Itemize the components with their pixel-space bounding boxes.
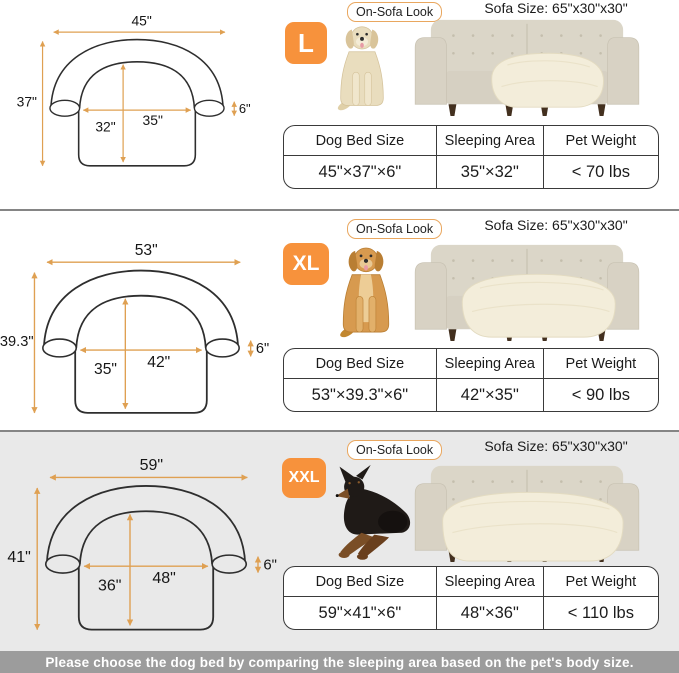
dim-total-height: 41" [7, 549, 31, 566]
dim-thickness: 6" [238, 100, 251, 116]
labrador-dog-image [334, 24, 390, 112]
bed-dimension-diagram-l [12, 8, 262, 189]
dim-sleep-height: 36" [98, 577, 122, 595]
col-header-pet-weight: Pet Weight [543, 349, 658, 378]
col-header-bed-size: Dog Bed Size [315, 355, 405, 372]
spec-table-xl [283, 348, 659, 412]
size-badge-l: L [285, 22, 327, 64]
spec-table-l [283, 125, 659, 189]
dim-total-width: 45" [131, 12, 152, 29]
dim-sleep-width: 42" [147, 353, 171, 371]
size-badge-xl: XL [283, 243, 329, 285]
dim-total-width: 59" [139, 457, 164, 475]
sofa-size-text: Sofa Size: 65"x30"x30" [484, 217, 628, 233]
on-sofa-look-label: On-Sofa Look [347, 219, 442, 239]
value-sleeping-area: 48"×36" [436, 596, 543, 629]
bed-dimension-diagram-xxl [2, 450, 290, 656]
size-badge-xxl: XXL [282, 458, 326, 498]
sofa-with-bed-xxl [408, 460, 646, 563]
size-row-xxl [0, 432, 679, 651]
on-sofa-look-label: On-Sofa Look [347, 440, 442, 460]
value-pet-weight: < 70 lbs [543, 155, 658, 188]
bed-dimension-diagram-xl [0, 235, 282, 439]
sofa-size-text: Sofa Size: 65"x30"x30" [484, 438, 628, 454]
sofa-size-text: Sofa Size: 65"x30"x30" [484, 0, 628, 16]
col-header-sleeping-area: Sleeping Area [436, 567, 543, 596]
on-sofa-look-label: On-Sofa Look [347, 2, 442, 22]
value-pet-weight: < 110 lbs [543, 596, 658, 629]
size-row-xl [0, 211, 679, 432]
col-header-pet-weight: Pet Weight [543, 567, 658, 596]
value-sleeping-area: 42"×35" [436, 378, 543, 411]
dim-thickness: 6" [255, 341, 270, 358]
col-header-sleeping-area: Sleeping Area [436, 349, 543, 378]
value-bed-size: 53"×39.3"×6" [284, 378, 436, 411]
col-header-pet-weight: Pet Weight [543, 126, 658, 155]
dim-sleep-width: 48" [152, 570, 176, 588]
dim-total-height: 37" [16, 93, 37, 110]
dim-total-width: 53" [134, 241, 158, 259]
doberman-dog-image [334, 464, 412, 562]
col-header-bed-size: Dog Bed Size [315, 573, 405, 590]
dim-thickness: 6" [263, 557, 277, 574]
value-bed-size: 45"×37"×6" [284, 155, 436, 188]
dim-total-height: 39.3" [0, 333, 34, 350]
value-bed-size: 59"×41"×6" [284, 596, 436, 629]
bottom-note-banner [0, 651, 679, 673]
value-sleeping-area: 35"×32" [436, 155, 543, 188]
col-header-sleeping-area: Sleeping Area [436, 126, 543, 155]
dim-sleep-height: 32" [95, 118, 116, 135]
bottom-note-text: Please choose the dog bed by comparing the sleeping area based on the pet's body size. [45, 654, 634, 670]
sofa-with-bed-xl [408, 239, 646, 342]
dim-sleep-width: 35" [142, 111, 163, 128]
sofa-with-bed-l [408, 14, 646, 117]
size-row-l [0, 0, 679, 211]
value-pet-weight: < 90 lbs [543, 378, 658, 411]
golden-retriever-dog-image [336, 245, 396, 339]
col-header-bed-size: Dog Bed Size [315, 132, 405, 149]
spec-table-xxl [283, 566, 659, 630]
dim-sleep-height: 35" [94, 361, 117, 379]
